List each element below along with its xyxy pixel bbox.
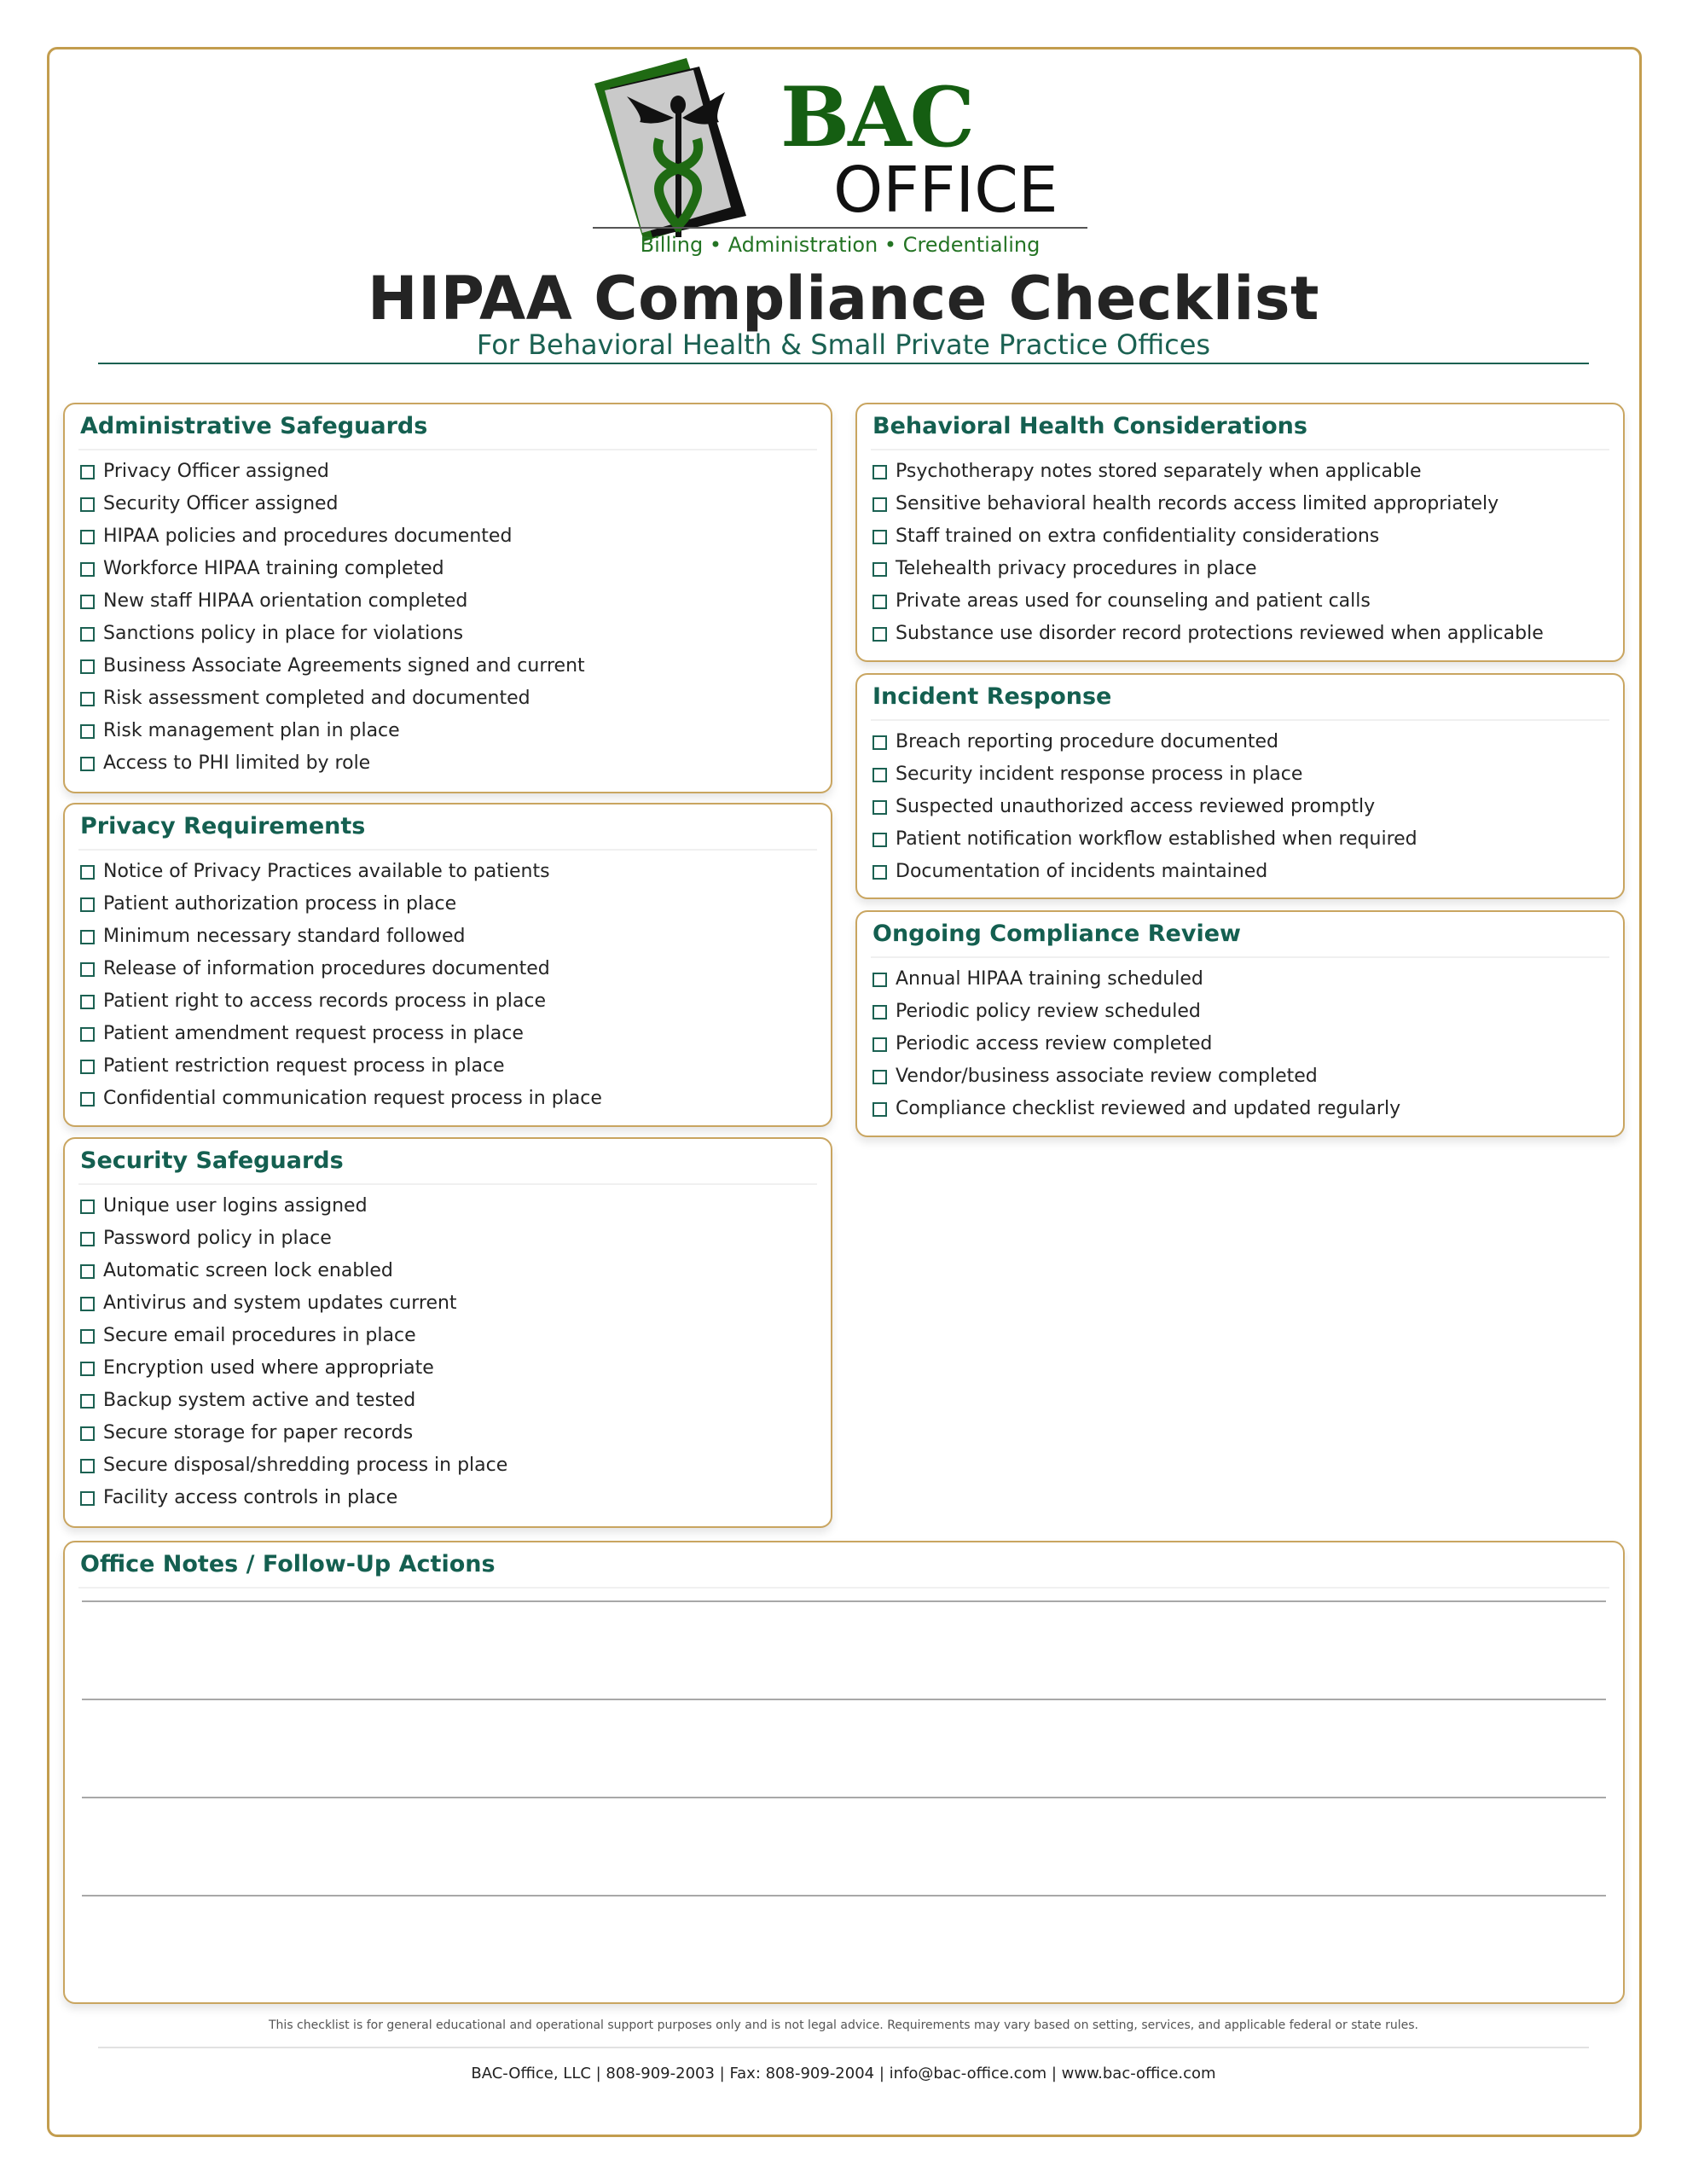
checklist-item (80, 985, 817, 1018)
checkbox-icon[interactable] (872, 1070, 887, 1084)
checklist-item-label: Documentation of incidents maintained (896, 861, 1268, 882)
checklist-item-label: Psychotherapy notes stored separately when applicable (896, 461, 1422, 482)
checklist (78, 1185, 817, 1514)
section-administrative-safeguards (63, 403, 832, 793)
section-security-safeguards (63, 1137, 832, 1528)
checklist-item-label: Compliance checklist reviewed and updated regularly (896, 1098, 1401, 1119)
checkbox-icon[interactable] (872, 497, 887, 512)
disclaimer: This checklist is for general educational and operational support purposes only and is not legal advice. Requirements may vary based on setting, services, and applicable federal or state rules. (269, 2018, 1418, 2032)
checklist-item (80, 650, 817, 682)
checklist-item (80, 921, 817, 953)
checkbox-icon[interactable] (872, 627, 887, 642)
checkbox-icon[interactable] (80, 1199, 95, 1214)
checkbox-icon[interactable] (872, 465, 887, 479)
checklist-item-label: Encryption used where appropriate (103, 1357, 434, 1379)
checklist-item (80, 456, 817, 488)
checkbox-icon[interactable] (872, 595, 887, 609)
checkbox-icon[interactable] (80, 595, 95, 609)
checklist-item-label: Security incident response process in place (896, 764, 1303, 785)
section-incident-response (855, 673, 1625, 899)
checklist-item (872, 520, 1609, 553)
checklist-item (872, 823, 1609, 856)
section-ongoing-compliance (855, 910, 1625, 1137)
checkbox-icon[interactable] (872, 865, 887, 880)
logo-brand-bottom: OFFICE (833, 154, 1058, 227)
section-title: Privacy Requirements (78, 804, 817, 851)
checklist-item-label: Telehealth privacy procedures in place (896, 558, 1257, 579)
checklist-item (872, 618, 1609, 650)
checklist-item (80, 715, 817, 747)
checkbox-icon[interactable] (872, 833, 887, 847)
checklist-item-label: Private areas used for counseling and patient calls (896, 590, 1371, 612)
checkbox-icon[interactable] (80, 1459, 95, 1473)
checklist-item-label: Secure disposal/shredding process in place (103, 1455, 508, 1476)
checklist-item (872, 758, 1609, 791)
checkbox-icon[interactable] (80, 897, 95, 912)
checklist-item (80, 1482, 817, 1514)
checklist (871, 958, 1609, 1125)
checklist-item (872, 488, 1609, 520)
checklist-item-label: Minimum necessary standard followed (103, 926, 466, 947)
checkbox-icon[interactable] (80, 562, 95, 577)
checklist-item (872, 1093, 1609, 1125)
checklist-item-label: Patient notification workflow established when required (896, 828, 1417, 850)
section-privacy-requirements (63, 803, 832, 1127)
checklist-item (80, 1352, 817, 1385)
checklist-item-label: Suspected unauthorized access reviewed promptly (896, 796, 1376, 817)
checklist-item-label: Workforce HIPAA training completed (103, 558, 444, 579)
checkbox-icon[interactable] (80, 497, 95, 512)
checklist-item (80, 856, 817, 888)
company-logo (593, 58, 1104, 263)
checklist-item-label: Access to PHI limited by role (103, 752, 371, 774)
checklist-item (80, 1050, 817, 1083)
checklist-item (80, 953, 817, 985)
checklist-item-label: Periodic policy review scheduled (896, 1001, 1201, 1022)
checklist-item-label: HIPAA policies and procedures documented (103, 526, 513, 547)
checklist (871, 721, 1609, 888)
checklist-item-label: Backup system active and tested (103, 1390, 416, 1411)
checkbox-icon[interactable] (80, 1394, 95, 1409)
checkbox-icon[interactable] (80, 930, 95, 944)
checklist-item (872, 1060, 1609, 1093)
checkbox-icon[interactable] (80, 465, 95, 479)
checklist-item (80, 747, 817, 780)
checklist-item (872, 726, 1609, 758)
checklist-item (872, 456, 1609, 488)
checklist-item-label: Notice of Privacy Practices available to patients (103, 861, 550, 882)
checklist-item (872, 856, 1609, 888)
checkbox-icon[interactable] (872, 735, 887, 750)
checklist-item (80, 1385, 817, 1417)
checklist-item-label: Periodic access review completed (896, 1033, 1213, 1054)
checklist-item (80, 1190, 817, 1223)
checklist-item (80, 1018, 817, 1050)
notes-line[interactable] (82, 1699, 1606, 1700)
checklist-item-label: Release of information procedures documented (103, 958, 550, 979)
checklist (871, 450, 1609, 650)
checkbox-icon[interactable] (80, 530, 95, 544)
checkbox-icon[interactable] (80, 1232, 95, 1246)
notes-line[interactable] (82, 1797, 1606, 1798)
checklist-item (80, 1417, 817, 1449)
checkbox-icon[interactable] (80, 1491, 95, 1506)
checklist-item-label: Patient authorization process in place (103, 893, 457, 915)
checklist-item-label: Patient restriction request process in place (103, 1055, 505, 1077)
checkbox-icon[interactable] (80, 1329, 95, 1344)
checklist-item (80, 1287, 817, 1320)
checkbox-icon[interactable] (80, 1092, 95, 1107)
logo-underline (593, 227, 1087, 229)
checklist-item (872, 1028, 1609, 1060)
page-subtitle: For Behavioral Health & Small Private Practice Offices (476, 328, 1211, 361)
checkbox-icon[interactable] (872, 1037, 887, 1052)
page-title: HIPAA Compliance Checklist (368, 264, 1319, 334)
checklist-item-label: Risk management plan in place (103, 720, 400, 741)
checkbox-icon[interactable] (872, 1102, 887, 1117)
checkbox-icon[interactable] (80, 1027, 95, 1042)
checklist (78, 851, 817, 1115)
checkbox-icon[interactable] (872, 562, 887, 577)
checklist-item-label: New staff HIPAA orientation completed (103, 590, 468, 612)
checkbox-icon[interactable] (872, 973, 887, 987)
checklist-item (80, 682, 817, 715)
checklist-item-label: Substance use disorder record protections reviewed when applicable (896, 623, 1544, 644)
checklist-item-label: Security Officer assigned (103, 493, 339, 514)
checklist (78, 450, 817, 780)
checklist-item (80, 520, 817, 553)
checklist-item (80, 553, 817, 585)
checklist-item (80, 1223, 817, 1255)
section-behavioral-health (855, 403, 1625, 662)
section-office-notes (63, 1541, 1625, 2004)
checklist-item-label: Staff trained on extra confidentiality considerations (896, 526, 1380, 547)
section-title: Ongoing Compliance Review (871, 912, 1609, 958)
section-title: Security Safeguards (78, 1139, 817, 1185)
checkbox-icon[interactable] (80, 1297, 95, 1311)
checklist-item-label: Patient right to access records process in place (103, 990, 546, 1012)
header-divider (98, 363, 1589, 364)
section-title: Administrative Safeguards (78, 404, 817, 450)
checklist-item (80, 1449, 817, 1482)
checkbox-icon[interactable] (80, 757, 95, 771)
section-title: Incident Response (871, 675, 1609, 721)
checkbox-icon[interactable] (872, 768, 887, 782)
checklist-item (80, 1083, 817, 1115)
checklist-item-label: Sensitive behavioral health records access limited appropriately (896, 493, 1499, 514)
checklist-item (872, 963, 1609, 996)
checklist-item (80, 888, 817, 921)
checklist-item-label: Patient amendment request process in place (103, 1023, 524, 1044)
checkbox-icon[interactable] (80, 724, 95, 739)
checkbox-icon[interactable] (872, 800, 887, 815)
contact-info: BAC-Office, LLC | 808-909-2003 | Fax: 808-909-2004 | info@bac-office.com | www.bac-office.com (471, 2065, 1216, 2082)
checkbox-icon[interactable] (80, 692, 95, 706)
checklist-item-label: Unique user logins assigned (103, 1195, 368, 1217)
checklist-item (872, 585, 1609, 618)
checkbox-icon[interactable] (80, 1264, 95, 1279)
checklist-item (872, 996, 1609, 1028)
checklist-item (80, 585, 817, 618)
checkbox-icon[interactable] (80, 1426, 95, 1441)
checkbox-icon[interactable] (872, 1005, 887, 1019)
checklist-item-label: Confidential communication request process in place (103, 1088, 602, 1109)
checkbox-icon[interactable] (80, 627, 95, 642)
checklist-item-label: Privacy Officer assigned (103, 461, 329, 482)
checkbox-icon[interactable] (80, 1060, 95, 1074)
checklist-item-label: Secure email procedures in place (103, 1325, 416, 1346)
checklist-item (80, 618, 817, 650)
checklist-item (872, 553, 1609, 585)
notes-line[interactable] (82, 1600, 1606, 1602)
notes-line[interactable] (82, 1895, 1606, 1896)
checkbox-icon[interactable] (872, 530, 887, 544)
checkbox-icon[interactable] (80, 659, 95, 674)
checklist-item-label: Annual HIPAA training scheduled (896, 968, 1203, 990)
checkbox-icon[interactable] (80, 1362, 95, 1376)
checklist-item (80, 1320, 817, 1352)
checklist-item-label: Risk assessment completed and documented (103, 688, 530, 709)
checklist-item (872, 791, 1609, 823)
checklist-item-label: Antivirus and system updates current (103, 1292, 457, 1314)
checkbox-icon[interactable] (80, 962, 95, 977)
checklist-item (80, 1255, 817, 1287)
checklist-item-label: Secure storage for paper records (103, 1422, 414, 1443)
checklist-item-label: Automatic screen lock enabled (103, 1260, 393, 1281)
logo-brand-top: BAC (780, 69, 974, 166)
section-title: Behavioral Health Considerations (871, 404, 1609, 450)
checklist-item-label: Sanctions policy in place for violations (103, 623, 464, 644)
checkbox-icon[interactable] (80, 995, 95, 1009)
checklist-item-label: Breach reporting procedure documented (896, 731, 1279, 752)
checkbox-icon[interactable] (80, 865, 95, 880)
section-title: Office Notes / Follow-Up Actions (78, 1542, 1609, 1589)
checklist-item-label: Facility access controls in place (103, 1487, 398, 1508)
footer-divider (98, 2047, 1589, 2048)
checklist-item-label: Business Associate Agreements signed and current (103, 655, 585, 677)
logo-tagline: Billing • Administration • Credentialing (640, 233, 1041, 257)
checklist-item-label: Password policy in place (103, 1228, 332, 1249)
checklist-item-label: Vendor/business associate review completed (896, 1066, 1318, 1087)
checklist-item (80, 488, 817, 520)
